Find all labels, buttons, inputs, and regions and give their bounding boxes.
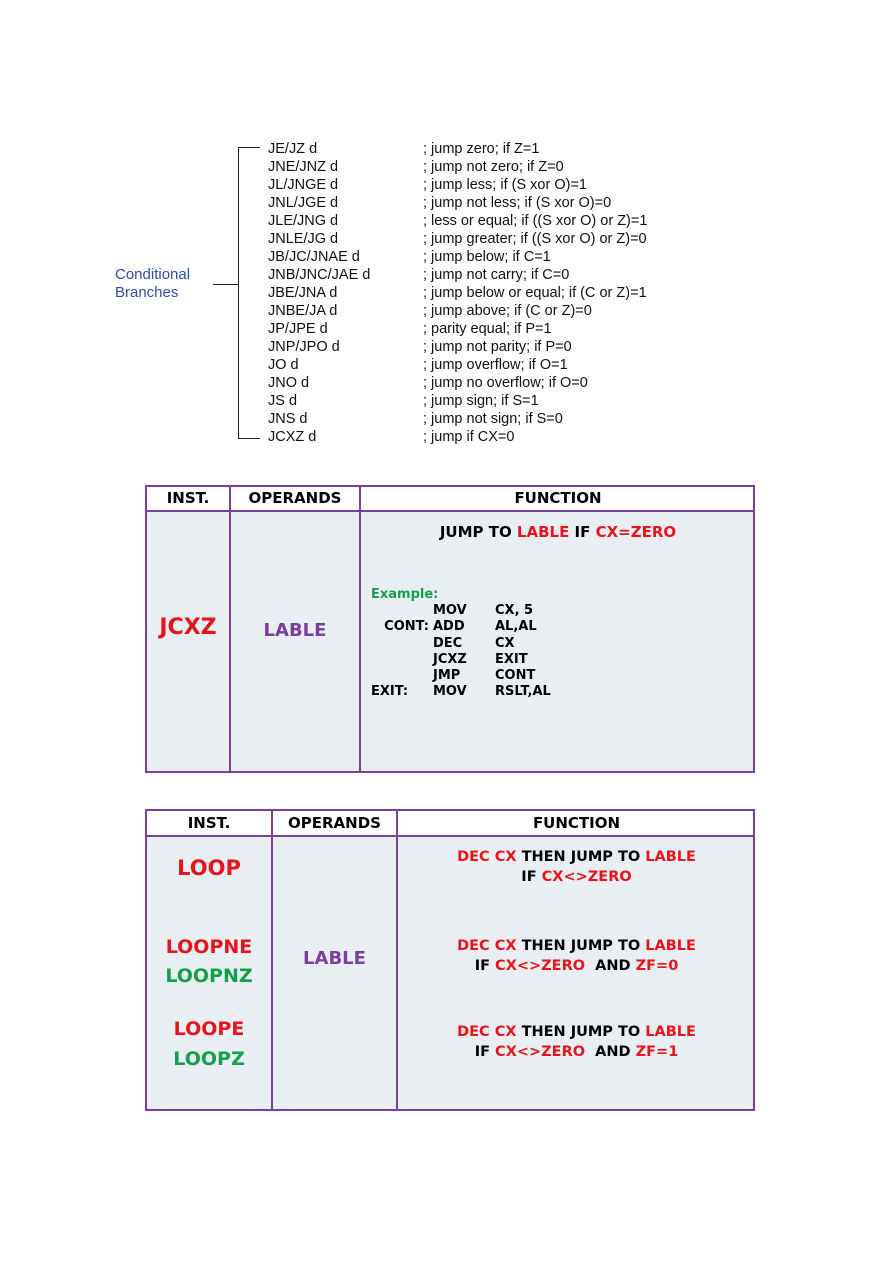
branch-row: JS d ; jump sign; if S=1 bbox=[268, 393, 539, 409]
function-text: JUMP TO LABLE IF CX=ZERO bbox=[439, 523, 677, 541]
bracket-top bbox=[238, 147, 260, 148]
operand-lable: LABLE bbox=[303, 948, 366, 969]
header-divider bbox=[147, 835, 753, 837]
bracket-bottom bbox=[238, 438, 260, 439]
header-divider bbox=[147, 510, 753, 512]
example-label: Example: bbox=[371, 587, 439, 602]
branch-row: JLE/JNG d ; less or equal; if ((S xor O) or Z)=1 bbox=[268, 213, 648, 229]
loop-table bbox=[145, 809, 755, 1111]
code-line: EXIT: MOV RSLT,AL bbox=[371, 684, 551, 700]
conditional-branches-label: Conditional Branches bbox=[115, 266, 191, 301]
header-function: FUNCTION bbox=[514, 489, 602, 507]
header-inst: INST. bbox=[187, 814, 231, 832]
code-line: DEC CX bbox=[433, 635, 515, 651]
branch-row: JNBE/JA d ; jump above; if (C or Z)=0 bbox=[268, 303, 592, 319]
inst-loopnz: LOOPNZ bbox=[165, 965, 253, 987]
branch-row: JNS d ; jump not sign; if S=0 bbox=[268, 411, 563, 427]
inst-loopz: LOOPZ bbox=[173, 1048, 245, 1070]
inst-loop: LOOP bbox=[177, 856, 241, 880]
branch-row: JBE/JNA d ; jump below or equal; if (C or Z)=1 bbox=[268, 285, 647, 301]
function-loop: DEC CX THEN JUMP TO LABLE IF CX<>ZERO bbox=[457, 849, 696, 885]
function-loope: DEC CX THEN JUMP TO LABLE IF CX<>ZERO AND ZF=1 bbox=[457, 1024, 696, 1060]
header-inst: INST. bbox=[166, 489, 210, 507]
code-line: JCXZ EXIT bbox=[433, 651, 528, 667]
code-line: CONT: ADD AL,AL bbox=[384, 619, 537, 635]
branch-row: JNP/JPO d ; jump not parity; if P=0 bbox=[268, 339, 572, 355]
code-line: MOV CX, 5 bbox=[433, 603, 534, 618]
branch-row: JNO d ; jump no overflow; if O=0 bbox=[268, 375, 588, 391]
branch-row: JE/JZ d ; jump zero; if Z=1 bbox=[268, 141, 540, 157]
header-function: FUNCTION bbox=[532, 814, 621, 832]
function-loopne: DEC CX THEN JUMP TO LABLE IF CX<>ZERO AND ZF=0 bbox=[457, 938, 696, 974]
branch-row: JNE/JNZ d ; jump not zero; if Z=0 bbox=[268, 159, 564, 175]
conditional-branches-figure bbox=[0, 0, 893, 460]
code-line: JMP CONT bbox=[433, 668, 536, 684]
bracket-connector bbox=[213, 284, 238, 285]
operand-lable: LABLE bbox=[263, 620, 327, 641]
branch-row: JCXZ d ; jump if CX=0 bbox=[268, 429, 515, 445]
branch-row: JP/JPE d ; parity equal; if P=1 bbox=[268, 321, 552, 337]
header-operands: OPERANDS bbox=[248, 489, 342, 507]
branch-row: JL/JNGE d ; jump less; if (S xor O)=1 bbox=[268, 177, 587, 193]
example-code bbox=[371, 603, 551, 701]
inst-loopne: LOOPNE bbox=[165, 936, 253, 958]
branch-row: JNB/JNC/JAE d ; jump not carry; if C=0 bbox=[268, 267, 570, 283]
inst-jcxz: JCXZ bbox=[159, 615, 217, 640]
header-operands: OPERANDS bbox=[288, 814, 381, 832]
bracket-line bbox=[238, 147, 239, 438]
branch-row: JNLE/JG d ; jump greater; if ((S xor O) or Z)=0 bbox=[268, 231, 647, 247]
branch-row: JO d ; jump overflow; if O=1 bbox=[268, 357, 568, 373]
branch-row: JB/JC/JNAE d ; jump below; if C=1 bbox=[268, 249, 551, 265]
branch-row: JNL/JGE d ; jump not less; if (S xor O)=0 bbox=[268, 195, 612, 211]
inst-loope: LOOPE bbox=[173, 1018, 245, 1040]
jcxz-table bbox=[145, 485, 755, 773]
